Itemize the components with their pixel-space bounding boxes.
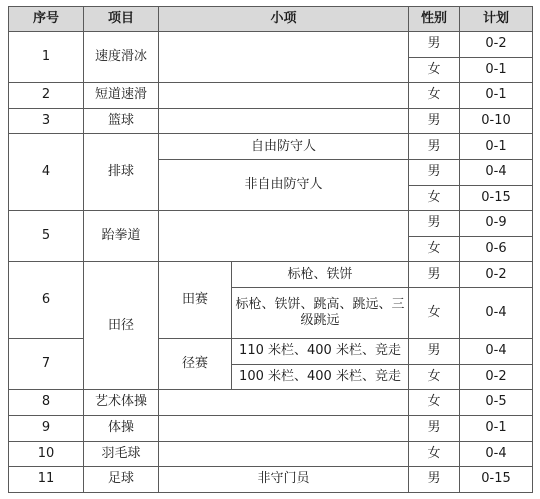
row-plan: 0-4	[460, 287, 533, 338]
row-gender: 男	[409, 134, 460, 160]
row-gender: 女	[409, 287, 460, 338]
row-gender: 女	[409, 236, 460, 262]
row-plan: 0-4	[460, 339, 533, 365]
table-row	[9, 32, 533, 58]
table-row	[9, 134, 533, 160]
row-gender: 男	[409, 32, 460, 58]
row-index: 5	[9, 211, 84, 262]
row-plan: 0-4	[460, 159, 533, 185]
row-index: 8	[9, 390, 84, 416]
row-gender: 女	[409, 83, 460, 109]
row-subitem-empty	[159, 32, 409, 83]
row-gender: 男	[409, 467, 460, 493]
table-row	[9, 441, 533, 467]
row-gender: 男	[409, 108, 460, 134]
header-subitem: 小项	[159, 7, 409, 32]
row-plan: 0-1	[460, 134, 533, 160]
row-plan: 0-6	[460, 236, 533, 262]
row-sport: 短道速滑	[84, 83, 159, 109]
header-plan: 计划	[460, 7, 533, 32]
row-index: 6	[9, 262, 84, 339]
row-subitem-empty	[159, 390, 409, 416]
table-row	[9, 211, 533, 237]
row-gender: 女	[409, 441, 460, 467]
row-gender: 男	[409, 415, 460, 441]
row-plan: 0-2	[460, 32, 533, 58]
row-plan: 0-1	[460, 83, 533, 109]
row-plan: 0-2	[460, 262, 533, 288]
row-subitem-empty	[159, 441, 409, 467]
row-subitem: 非守门员	[159, 467, 409, 493]
row-plan: 0-4	[460, 441, 533, 467]
row-plan: 0-10	[460, 108, 533, 134]
row-subitem: 标枪、铁饼、跳高、跳远、三级跳远	[232, 287, 409, 338]
row-plan: 0-15	[460, 185, 533, 211]
row-sport: 艺术体操	[84, 390, 159, 416]
row-subitem: 100 米栏、400 米栏、竞走	[232, 364, 409, 390]
row-plan: 0-1	[460, 415, 533, 441]
row-gender: 男	[409, 211, 460, 237]
row-category: 径赛	[159, 339, 232, 390]
header-row	[9, 7, 533, 32]
row-index: 7	[9, 339, 84, 390]
row-subitem-empty	[159, 415, 409, 441]
row-subitem: 自由防守人	[159, 134, 409, 160]
row-index: 1	[9, 32, 84, 83]
row-subitem-empty	[159, 211, 409, 262]
row-plan: 0-9	[460, 211, 533, 237]
row-sport: 羽毛球	[84, 441, 159, 467]
schedule-table	[8, 6, 533, 493]
row-subitem: 110 米栏、400 米栏、竞走	[232, 339, 409, 365]
table-row	[9, 83, 533, 109]
row-sport: 跆拳道	[84, 211, 159, 262]
row-subitem: 标枪、铁饼	[232, 262, 409, 288]
row-category: 田赛	[159, 262, 232, 339]
row-index: 4	[9, 134, 84, 211]
row-gender: 女	[409, 364, 460, 390]
row-index: 11	[9, 467, 84, 493]
row-plan: 0-15	[460, 467, 533, 493]
row-sport: 体操	[84, 415, 159, 441]
table-row	[9, 108, 533, 134]
row-index: 3	[9, 108, 84, 134]
row-index: 10	[9, 441, 84, 467]
row-plan: 0-5	[460, 390, 533, 416]
table-row	[9, 415, 533, 441]
header-sport: 项目	[84, 7, 159, 32]
table-row	[9, 390, 533, 416]
table-row	[9, 262, 533, 288]
row-gender: 男	[409, 262, 460, 288]
row-gender: 男	[409, 159, 460, 185]
header-index: 序号	[9, 7, 84, 32]
row-subitem: 非自由防守人	[159, 159, 409, 210]
row-gender: 女	[409, 390, 460, 416]
row-plan: 0-2	[460, 364, 533, 390]
header-gender: 性别	[409, 7, 460, 32]
row-index: 9	[9, 415, 84, 441]
table-row	[9, 467, 533, 493]
row-gender: 男	[409, 339, 460, 365]
row-sport: 速度滑冰	[84, 32, 159, 83]
row-gender: 女	[409, 185, 460, 211]
row-subitem-empty	[159, 108, 409, 134]
row-sport: 田径	[84, 262, 159, 390]
row-sport: 排球	[84, 134, 159, 211]
row-sport: 篮球	[84, 108, 159, 134]
row-plan: 0-1	[460, 57, 533, 83]
row-sport: 足球	[84, 467, 159, 493]
row-gender: 女	[409, 57, 460, 83]
row-subitem-empty	[159, 83, 409, 109]
row-index: 2	[9, 83, 84, 109]
